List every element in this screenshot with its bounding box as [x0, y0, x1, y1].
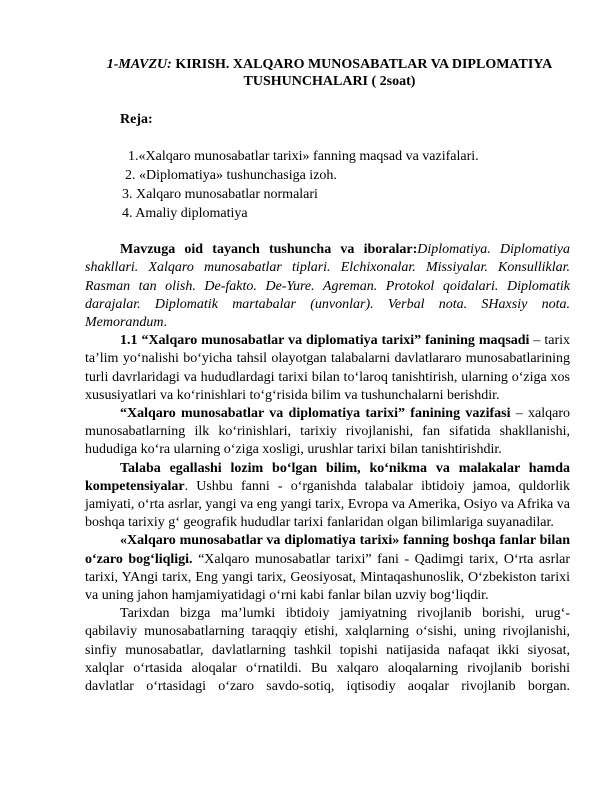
section-heading: “Xalqaro munosabatlar va diplomatiya tarixi” fanining vazifasi: [120, 406, 511, 422]
key-concepts-paragraph: [85, 241, 570, 332]
plan-list: [85, 147, 570, 223]
plan-item: 3. Xalqaro munosabatlar normalari: [122, 187, 318, 203]
section-heading: Talaba egallashi lozim bo‘lgan bilim, ko‘nikma va malakalar hamda kompetensiyalar: [85, 460, 570, 494]
section-tasks-paragraph: [85, 405, 570, 460]
section-body: – tarix ta’lim yo‘nalishi bo‘yicha tahsil olayotgan talabalarni davlatlararo munosabatlarining turli davrlaridagi va hududlardagi tarixi bilan to‘laroq tanishtirish, ularning o‘ziga xos xususiyatlari va ko‘rinishlari to‘g‘risida bilim va tushunchalarni berishdir.: [85, 333, 571, 403]
key-concepts-list: Diplomatiya. Diplomatiya shakllari. Xalqaro munosabatlar tiplari. Elchixonalar. Missiyalar. Konsulliklar. Rasman tan olish. De-fakto. De-Yure. Agreman. Protokol qoidalari. Diplomatik darajalar. Diplomatik martabalar (unvonlar). Verbal nota. SHaxsiy nota. Memorandum: [85, 242, 570, 331]
plan-item: 4. Amaliy diplomatiya: [122, 206, 248, 222]
key-concepts-label: Mavzuga oid tayanch tushuncha va iboralar:: [120, 242, 418, 258]
section-heading: 1.1 “Xalqaro munosabatlar va diplomatiya tarixi” fanining maqsadi: [120, 333, 530, 349]
topic-title: KIRISH. XALQARO MUNOSABATLAR VA DIPLOMATIYA TUSHUNCHALARI ( 2soat): [171, 57, 553, 89]
key-concepts-end: .: [163, 315, 168, 331]
section-body: – xalqaro munosabatlarning ilk ko‘rinishlari, tarixiy rivojlanishi, fan sifatida shakllanishi, hududiga ko‘ra ularning o‘ziga xosligi, urushlar tarixi bilan tanishtirishdir.: [85, 406, 571, 458]
section-heading: «Xalqaro munosabatlar va diplomatiya tarixi» fanning boshqa fanlar bilan o‘zaro bog‘liqligi.: [85, 533, 570, 567]
plan-item: 1.«Xalqaro munosabatlar tarixi» fanning maqsad va vazifalari.: [128, 149, 479, 165]
document-title: [85, 56, 570, 90]
plan-item: 2. «Diplomatiya» tushunchasiga izoh.: [125, 168, 337, 184]
section-goal-paragraph: [85, 332, 570, 405]
section-body: “Xalqaro munosabatlar tarixi” fani - Qadimgi tarix, O‘rta asrlar tarixi, YAngi tarix, Eng yangi tarix, Geosiyosat, Mintaqashunoslik, O‘zbekiston tarixi va uning jahon hamjamiyatidagi o‘rni kabi fanlar bilan uzviy bog‘liqdir.: [85, 551, 571, 604]
section-competencies-paragraph: [85, 460, 570, 533]
section-interdisciplinary-paragraph: [85, 532, 570, 605]
topic-number: 1-MAVZU:: [106, 57, 172, 72]
plan-heading: Reja:: [120, 112, 153, 127]
section-body: . Ushbu fanni - o‘rganishda talabalar ibtidoiy jamoa, quldorlik jamiyati, o‘rta asrlar, yangi va eng yangi tarix, Evropa va Amerika, Osiyo va Afrika va boshqa tarixiy g‘ geografik hududlar tarixi fanlaridan olgan bilimlariga suyanadilar.: [85, 478, 570, 531]
history-paragraph: Tarixdan bizga ma’lumki ibtidoiy jamiyatning rivojlanib borishi, urug‘-qabilaviy munosabatlarning taraqqiy etishi, xalqlarning o‘sishi, uning rivojlanishi, sinfiy munosabatlar, davlatlarning tashkil topishi natijasida nafaqat ikki siyosat, xalqlar o‘rtasida aloqalar o‘rnatildi. Bu xalqaro aloqalarning rivojlanib borishi davlatlar o‘rtasidagi o‘zaro savdo-sotiq, iqtisodiy aoqalar rivojlanib borgan.: [85, 606, 570, 695]
